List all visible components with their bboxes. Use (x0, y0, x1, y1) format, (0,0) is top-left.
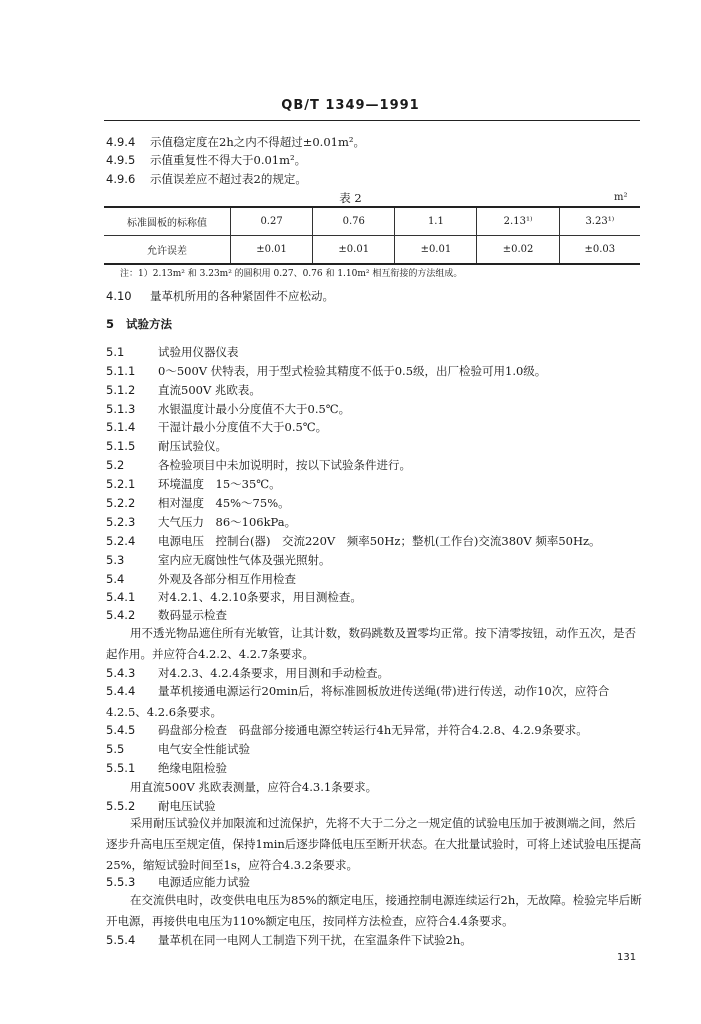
clause-text: 相对湿度 45%～75%。 (158, 496, 290, 510)
table-row (104, 207, 640, 236)
section-title: 试验方法 (126, 317, 172, 331)
clause-text: 码盘部分检查 码盘部分接通电源空转运行4h无异常，并符合4.2.8、4.2.9条要求。 (158, 723, 588, 737)
clause-5-1-2 (106, 382, 261, 398)
table-unit: m² (614, 192, 628, 203)
clause-number: 5.5.1 (106, 761, 136, 775)
clause-text: 耐压试验仪。 (158, 439, 227, 453)
clause-text: 对4.2.1、4.2.10条要求，用目测检查。 (158, 590, 362, 604)
clause-number: 5.5 (106, 742, 125, 756)
clause-number: 5.4.2 (106, 608, 136, 622)
clause-5-5-4 (106, 932, 472, 948)
clause-number: 5.2.2 (106, 496, 136, 510)
clause-number: 5.2.3 (106, 515, 136, 529)
table-cell: 1.1 (395, 207, 477, 236)
clause-number: 5.1.5 (106, 439, 136, 453)
header-rule (104, 120, 640, 121)
clause-text: 电源适应能力试验 (158, 875, 250, 889)
clause-text: 环境温度 15～35℃。 (158, 477, 281, 491)
clause-text: 示值稳定度在2h之内不得超过±0.01m²。 (150, 135, 365, 149)
clause-number: 5.5.2 (106, 799, 136, 813)
clause-text: 大气压力 86～106kPa。 (158, 515, 297, 529)
clause-number: 5.2 (106, 458, 125, 472)
clause-number: 5.5.3 (106, 875, 136, 889)
clause-4-9-6 (106, 171, 307, 187)
clause-5-2 (106, 457, 411, 473)
clause-5-2-4 (106, 533, 601, 549)
clause-number: 5.1 (106, 345, 125, 359)
clause-text: 电源电压 控制台(器) 交流220V 频率50Hz；整机(工作台)交流380V 频率50Hz。 (158, 534, 601, 548)
table-cell: 0.27 (231, 207, 313, 236)
table-title: 表 2 (339, 191, 362, 205)
clause-5-2-1 (106, 476, 281, 492)
clause-number: 4.10 (106, 289, 132, 303)
clause-5-5-3 (106, 874, 250, 890)
clause-5-2-3 (106, 514, 296, 530)
clause-text: 各检验项目中未加说明时，按以下试验条件进行。 (158, 458, 411, 472)
clause-number: 4.9.5 (106, 153, 136, 167)
clause-5-4 (106, 571, 296, 587)
clause-text: 量革机在同一电网人工制造下列干扰，在室温条件下试验2h。 (158, 933, 472, 947)
clause-number: 5.1.2 (106, 383, 136, 397)
clause-text: 水银温度计最小分度值不大于0.5℃。 (158, 402, 351, 416)
clause-text: 示值误差应不超过表2的规定。 (150, 172, 307, 186)
clause-5-4-4 (106, 681, 642, 723)
clause-5-1 (106, 344, 239, 360)
table-cell: ±0.03 (559, 236, 640, 265)
section-number: 5 (106, 317, 115, 331)
clause-number: 5.5.4 (106, 933, 136, 947)
table-cell: ±0.01 (395, 236, 477, 265)
table-cell: 0.76 (313, 207, 395, 236)
clause-5-5-2 (106, 798, 216, 814)
clause-text: 电气安全性能试验 (158, 742, 250, 756)
clause-number: 5.1.1 (106, 364, 136, 378)
paragraph-5-4-2: 用不透光物品遮住所有光敏管，让其计数，数码跳数及置零均正常。按下清零按钮，动作五次，是否起作用。并应符合4.2.2、4.2.7条要求。 (106, 626, 636, 661)
table-cell: ±0.02 (477, 236, 559, 265)
clause-number: 4.9.6 (106, 172, 136, 186)
tolerance-table (104, 206, 640, 265)
clause-text: 试验用仪器仪表 (158, 345, 239, 359)
table-note: 注：1）2.13m² 和 3.23m² 的圆积用 0.27、0.76 和 1.10m² 相互衔接的方法组成。 (120, 269, 463, 279)
page-number: 131 (617, 952, 637, 963)
clause-number: 5.4.3 (106, 666, 136, 680)
clause-text: 示值重复性不得大于0.01m²。 (150, 153, 307, 167)
clause-text: 量革机接通电源运行20min后，将标准圆板放进传送绳(带)进行传送，动作10次，应符合4.2.5、4.2.6条要求。 (106, 684, 610, 719)
clause-5-1-1 (106, 363, 546, 379)
clause-4-10 (106, 288, 334, 304)
clause-5-4-2 (106, 607, 227, 623)
clause-text: 耐电压试验 (158, 799, 216, 813)
section-5-heading (106, 316, 172, 332)
clause-number: 5.4.4 (106, 684, 136, 698)
clause-4-9-4 (106, 134, 365, 150)
clause-5-5-1 (106, 760, 227, 776)
table-cell: 3.23¹⁾ (559, 207, 640, 236)
clause-text: 量革机所用的各种紧固件不应松动。 (150, 289, 334, 303)
clause-text: 室内应无腐蚀性气体及强光照射。 (158, 553, 331, 567)
clause-number: 5.4.5 (106, 723, 136, 737)
clause-text: 绝缘电阻检验 (158, 761, 227, 775)
clause-text: 数码显示检查 (158, 608, 227, 622)
clause-text: 干湿计最小分度值不大于0.5℃。 (158, 420, 328, 434)
clause-text: 0～500V 伏特表，用于型式检验其精度不低于0.5级，出厂检验可用1.0级。 (158, 364, 547, 378)
clause-5-1-4 (106, 419, 327, 435)
clause-5-2-2 (106, 495, 290, 511)
paragraph-5-5-2: 采用耐压试验仪并加限流和过流保护，先将不大于二分之一规定值的试验电压加于被测端之间，然后逐步升高电压至规定值，保持1min后逐步降低电压至断开状态。在大批量试验时，可将上述试验电压提高25%，缩短试验时间至1s，应符合4.3.2条要求。 (106, 816, 642, 872)
table-cell: ±0.01 (313, 236, 395, 265)
clause-5-4-1 (106, 589, 362, 605)
paragraph-5-5-1: 用直流500V 兆欧表测量，应符合4.3.1条要求。 (130, 780, 378, 794)
clause-5-1-3 (106, 401, 350, 417)
standard-code-header: QB/T 1349—1991 (281, 98, 420, 113)
clause-number: 5.3 (106, 553, 125, 567)
clause-text: 外观及各部分相互作用检查 (158, 572, 296, 586)
clause-5-1-5 (106, 438, 227, 454)
clause-5-4-3 (106, 665, 389, 681)
clause-5-5 (106, 741, 250, 757)
clause-number: 5.4.1 (106, 590, 136, 604)
clause-number: 5.1.4 (106, 420, 136, 434)
table-row (104, 236, 640, 265)
table-cell: ±0.01 (231, 236, 313, 265)
paragraph-5-5-3: 在交流供电时，改变供电电压为85%的额定电压，接通控制电源连续运行2h，无故障。检验完毕后断开电源，再接供电电压为110%额定电压，按同样方法检查，应符合4.4条要求。 (106, 893, 642, 928)
clause-5-4-5 (106, 722, 588, 738)
clause-number: 5.4 (106, 572, 125, 586)
row-label: 标准圆板的标称值 (104, 207, 231, 236)
row-label: 允许误差 (104, 236, 231, 265)
clause-number: 5.2.4 (106, 534, 136, 548)
clause-text: 直流500V 兆欧表。 (158, 383, 261, 397)
table-cell: 2.13¹⁾ (477, 207, 559, 236)
clause-4-9-5 (106, 152, 306, 168)
clause-number: 5.1.3 (106, 402, 136, 416)
clause-5-3 (106, 552, 331, 568)
clause-text: 对4.2.3、4.2.4条要求，用目测和手动检查。 (158, 666, 390, 680)
clause-number: 5.2.1 (106, 477, 136, 491)
clause-number: 4.9.4 (106, 135, 136, 149)
